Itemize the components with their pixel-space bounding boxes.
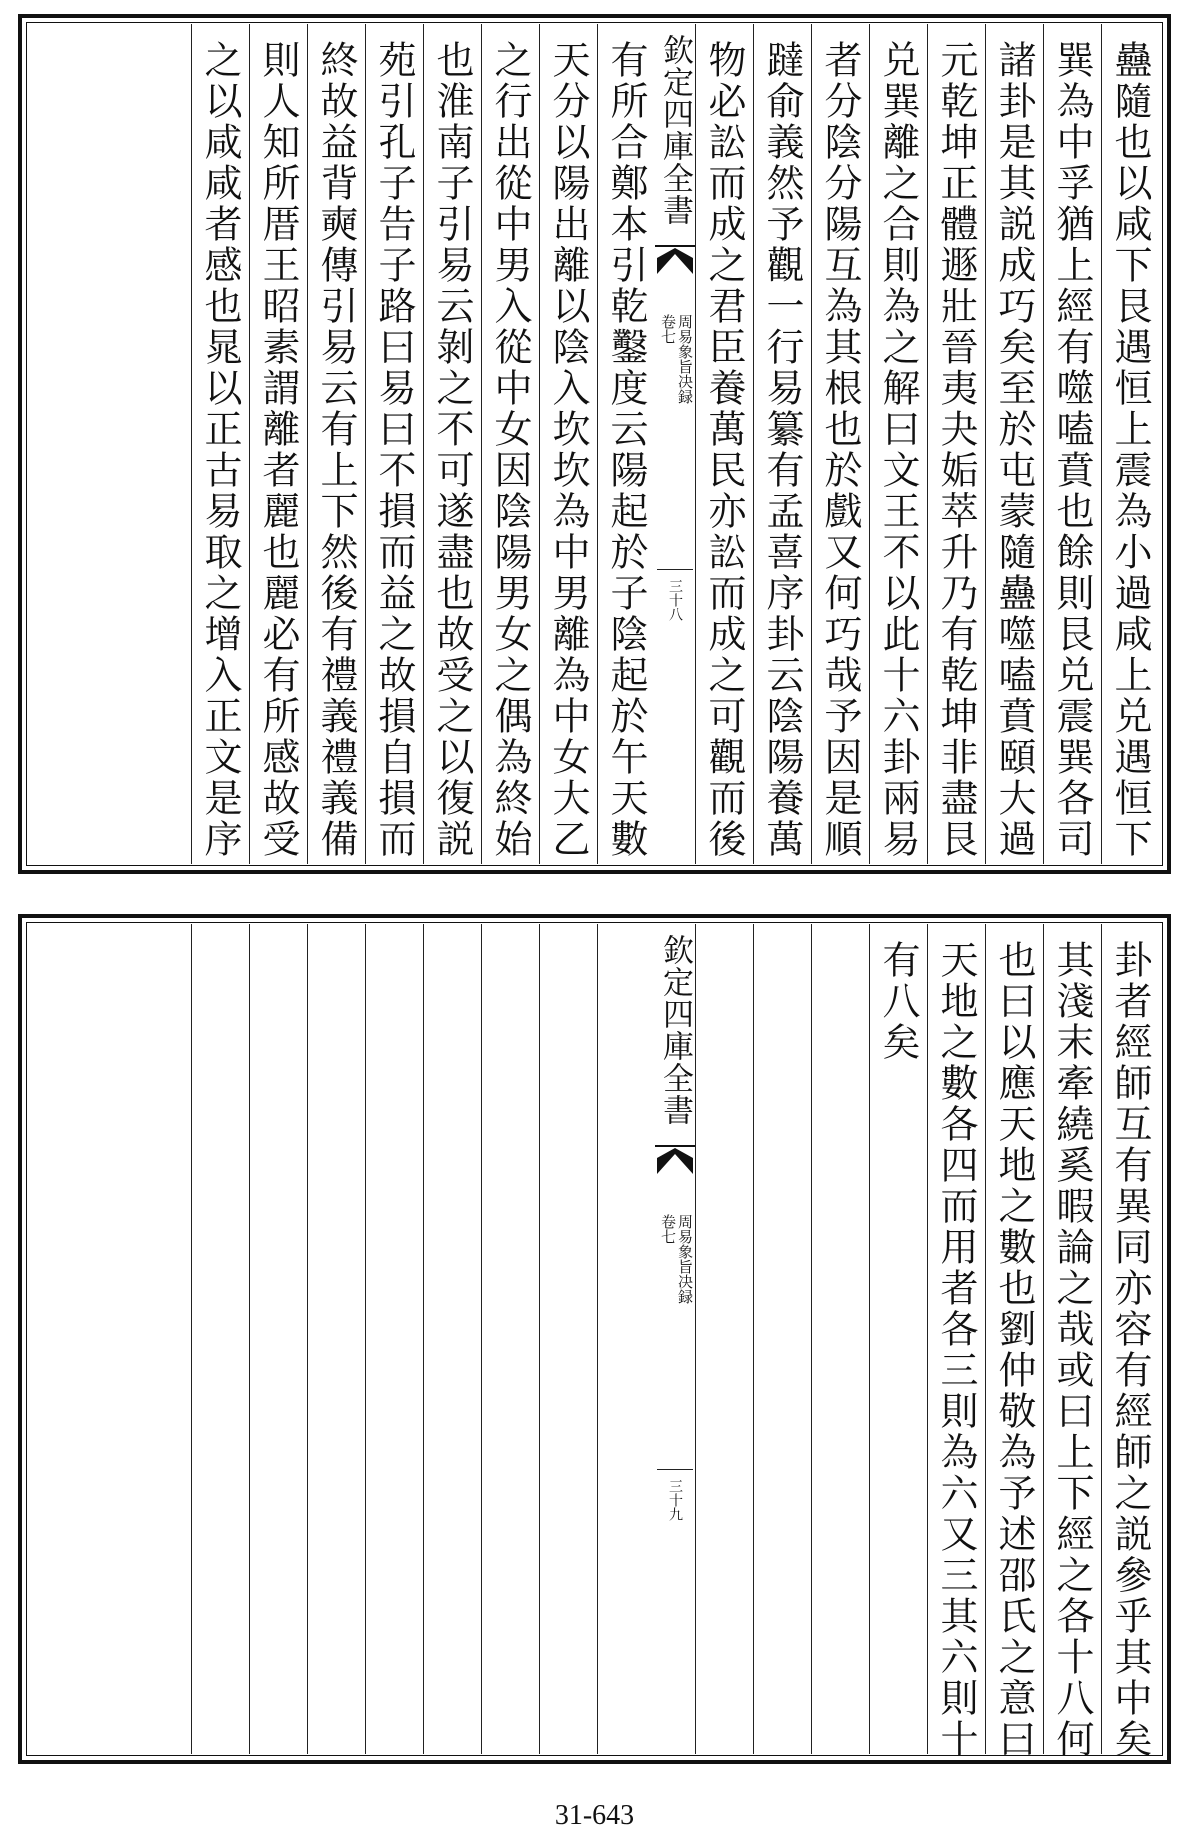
text-column: 天分以陽出離以陰入坎坎為中男離為中女大乙: [546, 40, 590, 860]
text-column: 者分陰分陽互為其根也於戲又何巧哉予因是順: [818, 40, 862, 860]
text-column: 苑引孔子告子路曰易曰不損而益之故損自損而: [372, 40, 416, 860]
bottom-page: [18, 914, 1171, 1764]
text-column: 之行出從中男入從中女因陰陽男女之偶為終始: [488, 40, 532, 860]
folio-number: 三十九: [667, 1479, 683, 1521]
fishtail-mark-icon: [655, 244, 695, 278]
text-column: 終故益背奭傳引易云有上下然後有禮義禮義備: [314, 40, 358, 860]
column-rule: [597, 924, 598, 1754]
text-column: 也曰以應天地之數也劉仲敬為予述邵氏之意曰: [992, 940, 1036, 1760]
text-column: 也淮南子引易云剝之不可遂盡也故受之以復説: [430, 40, 474, 860]
text-column: 兑巽離之合則為之解曰文王不以此十六卦兩易: [876, 40, 920, 860]
text-column: 物必訟而成之君臣養萬民亦訟而成之可觀而後: [702, 40, 746, 860]
center-title: 欽定四庫全書: [657, 34, 693, 226]
center-subtitle: 周易象旨决録 卷七: [659, 1214, 694, 1304]
folio-line: [657, 1469, 693, 1470]
text-column: 元乾坤正體遯壯晉夷夬姤萃升乃有乾坤非盡艮: [934, 40, 978, 860]
text-column: 之以咸咸者感也晁以正古易取之增入正文是序: [198, 40, 242, 860]
text-column: 諸卦是其説成巧矣至於屯蒙隨蠱噬嗑賁頤大過: [992, 40, 1036, 860]
text-column: 有所合鄭本引乾鑿度云陽起於子陰起於午天數: [604, 40, 648, 860]
top-page: [18, 14, 1171, 874]
text-column: 則人知所厝王昭素謂離者麗也麗必有所感故受: [256, 40, 300, 860]
column-rule: [481, 924, 482, 1754]
column-rule: [249, 924, 250, 1754]
center-band: [655, 924, 695, 1754]
fishtail-mark-icon: [655, 1144, 695, 1178]
text-column: 躂俞義然予觀一行易纂有孟喜序卦云陰陽養萬: [760, 40, 804, 860]
page-number: 31-643: [554, 1800, 635, 1831]
text-column: 天地之數各四而用者各三則為六又三其六則十: [934, 940, 978, 1760]
center-title: 欽定四庫全書: [657, 934, 693, 1126]
text-column: 巽為中孚猶上經有噬嗑賁也餘則艮兑震巽各司: [1050, 40, 1094, 860]
column-rule: [539, 924, 540, 1754]
center-band: [655, 24, 695, 864]
column-rule: [423, 924, 424, 1754]
center-subtitle: 周易象旨决録 卷七: [659, 314, 694, 404]
column-rule: [191, 924, 192, 1754]
column-rule: [307, 924, 308, 1754]
text-column: 有八矣: [876, 940, 920, 1063]
column-rule: [695, 924, 696, 1754]
folio-number: 三十八: [667, 579, 683, 621]
column-rule: [753, 924, 754, 1754]
column-rule: [811, 924, 812, 1754]
column-rule: [365, 924, 366, 1754]
folio-line: [657, 569, 693, 570]
text-column: 卦者經師互有異同亦容有經師之説參乎其中矣: [1108, 940, 1152, 1760]
text-column: 蠱隨也以咸下艮遇恒上震為小過咸上兑遇恒下: [1108, 40, 1152, 860]
text-column: 其淺末牽繞奚暇論之哉或曰上下經之各十八何: [1050, 940, 1094, 1760]
